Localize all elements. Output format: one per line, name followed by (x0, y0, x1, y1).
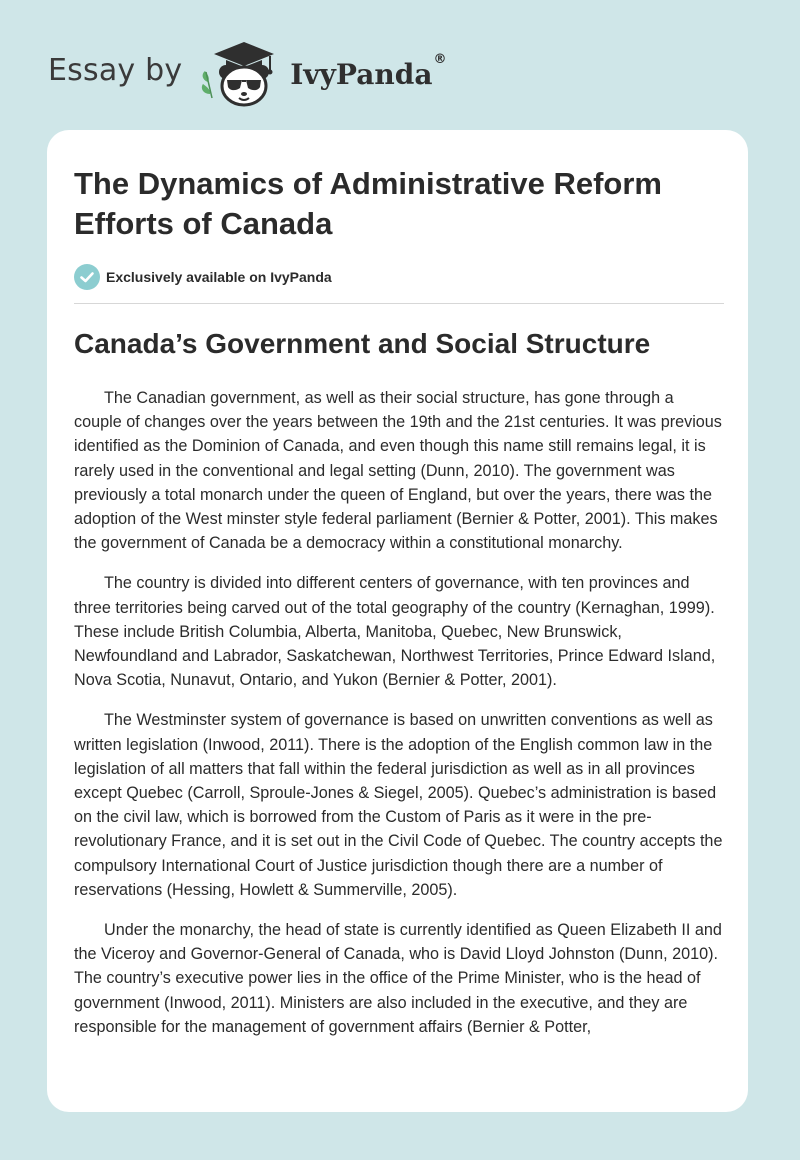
registered-mark: ® (433, 51, 447, 67)
essay-body (74, 386, 724, 1055)
divider (74, 303, 724, 304)
brand-header (48, 36, 446, 108)
brand-prefix: Essay by (48, 52, 183, 88)
check-circle-icon (74, 264, 100, 290)
brand-name-text: IvyPanda (290, 57, 433, 91)
exclusive-label: Exclusively available on IvyPanda (106, 269, 332, 285)
page-title: The Dynamics of Administrative Reform Efforts of Canada (74, 166, 662, 241)
panda-graduation-cap-logo (196, 36, 284, 108)
essay-card (47, 130, 748, 1112)
paragraph: Under the monarchy, the head of state is currently identified as Queen Elizabeth II and the Viceroy and Governor-General of Canada, who is David Lloyd Johnston (Dunn, 2010). The country’s executive power lies in the office of the Prime Minister, who is the head of government (Inwood, 2011). Ministers are also included in the executive, and they are responsible for the management of government affairs (Bernier & Potter, (74, 921, 722, 1036)
section-heading: Canada’s Government and Social Structure (74, 328, 651, 359)
paragraph: The Westminster system of governance is based on unwritten conventions as well as written legislation (Inwood, 2011). There is the adoption of the English common law in the legislation of all matters that fall within the federal jurisdiction as well as in all provinces except Quebec (Carroll, Sproule-Jones & Siegel, 2005). Quebec’s administration is based on the civil law, which is borrowed from the Custom of Paris as it were in the pre-revolutionary France, and it is set out in the Civil Code of Quebec. The country accepts the compulsory International Court of Justice jurisdiction though there are a number of reservations (Hessing, Howlett & Summerville, 2005). (74, 711, 723, 899)
paragraph: The Canadian government, as well as their social structure, has gone through a couple of changes over the years between the 19th and the 21st centuries. It was previous identified as the Dominion of Canada, and even though this name still remains legal, it is rarely used in the conventional and legal setting (Dunn, 2010). The government was previously a total monarch under the queen of England, but over the years, there was the adoption of the West minster style federal parliament (Bernier & Potter, 2001). This makes the government of Canada be a democracy within a constitutional monarchy. (74, 389, 722, 553)
brand-name (290, 51, 447, 91)
paragraph: The country is divided into different centers of governance, with ten provinces and three territories being carved out of the total geography of the country (Kernaghan, 1999). These include British Columbia, Alberta, Manitoba, Quebec, New Brunswick, Newfoundland and Labrador, Saskatchewan, Northwest Territories, Prince Edward Island, Nova Scotia, Nunavut, Ontario, and Yukon (Bernier & Potter, 2001). (74, 574, 716, 690)
exclusive-badge (74, 263, 332, 291)
